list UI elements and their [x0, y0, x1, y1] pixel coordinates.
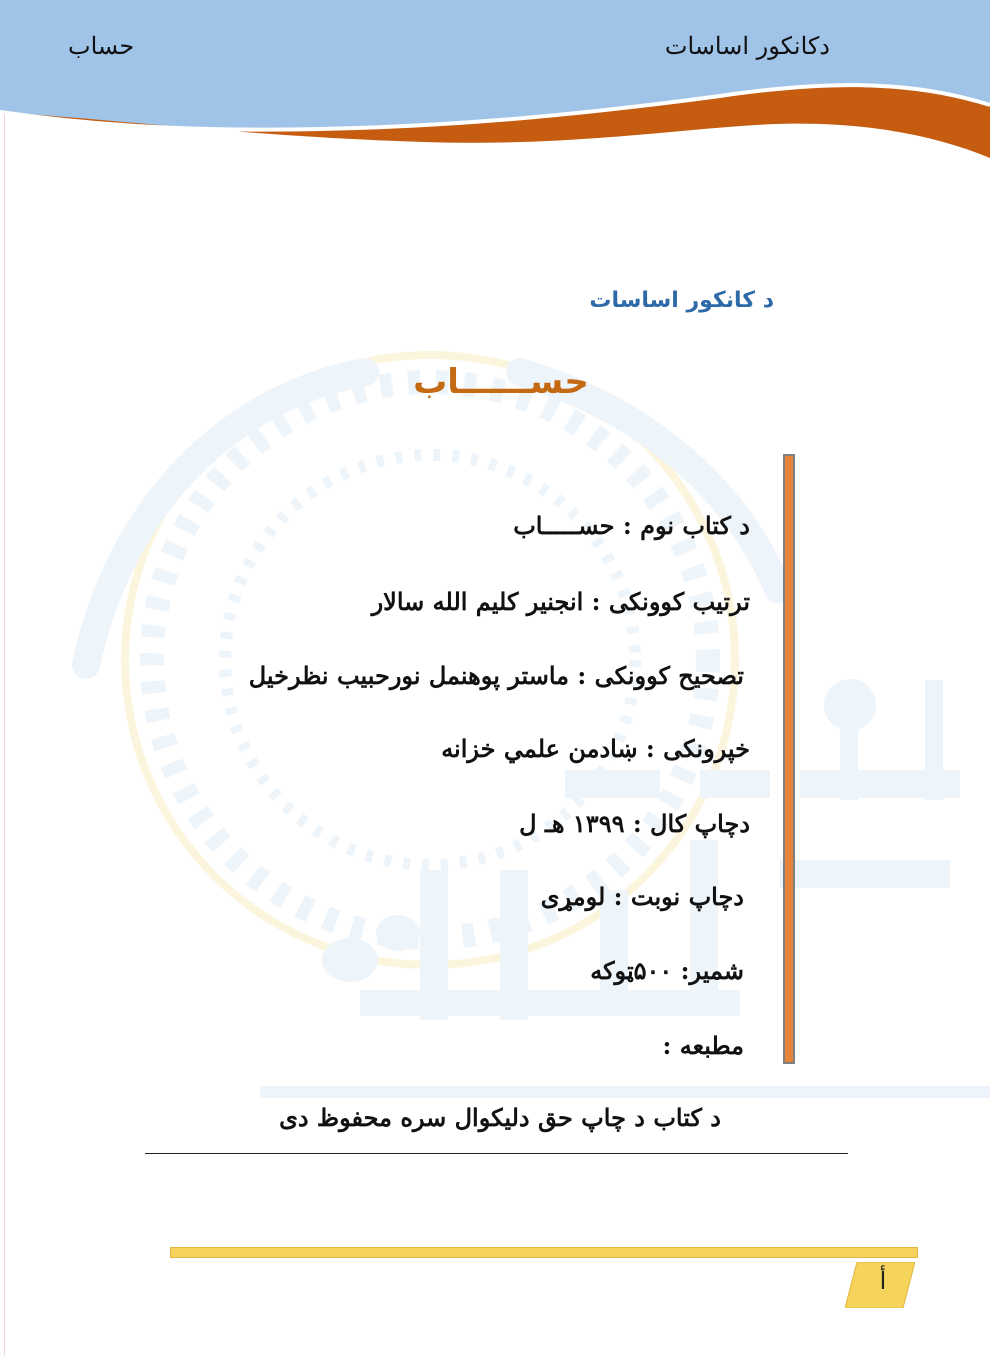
footer-rule — [170, 1247, 918, 1258]
page-edge-line — [4, 0, 5, 1356]
copies-line: شمیر: ۵۰۰ټوکه — [590, 956, 744, 985]
watermark-logo — [0, 300, 990, 1120]
header-wave — [0, 0, 990, 190]
print-year-line: دچاپ کال : ۱۳۹۹ هـ ل — [519, 809, 750, 838]
publisher-line: خپرونکی : ښادمن علمي خزانه — [441, 734, 750, 763]
compiler-line: ترتیب کوونکی : انجنیر کلیم الله سالار — [371, 587, 750, 616]
cover-subtitle: د کانکور اساسات — [589, 288, 774, 313]
copyright-statement: د کتاب د چاپ حق دلیکوال سره محفوظ دی — [279, 1103, 721, 1132]
header-right-title: دکانکور اساسات — [664, 32, 830, 60]
copyright-separator — [145, 1153, 848, 1154]
cover-title: حســــــاب — [413, 362, 589, 402]
printing-house-line: مطبعه : — [662, 1031, 744, 1060]
print-edition-line: دچاپ نوبت : لومړی — [540, 882, 744, 911]
book-name-line: د کتاب نوم : حســـــاب — [513, 511, 750, 540]
header-left-title: حساب — [68, 32, 135, 60]
corrector-line: تصحیح کوونکی : ماستر پوهنمل نورحبیب نظرخیل — [248, 661, 744, 690]
page-number: أ — [879, 1267, 887, 1295]
vertical-accent-bar — [783, 454, 795, 1064]
